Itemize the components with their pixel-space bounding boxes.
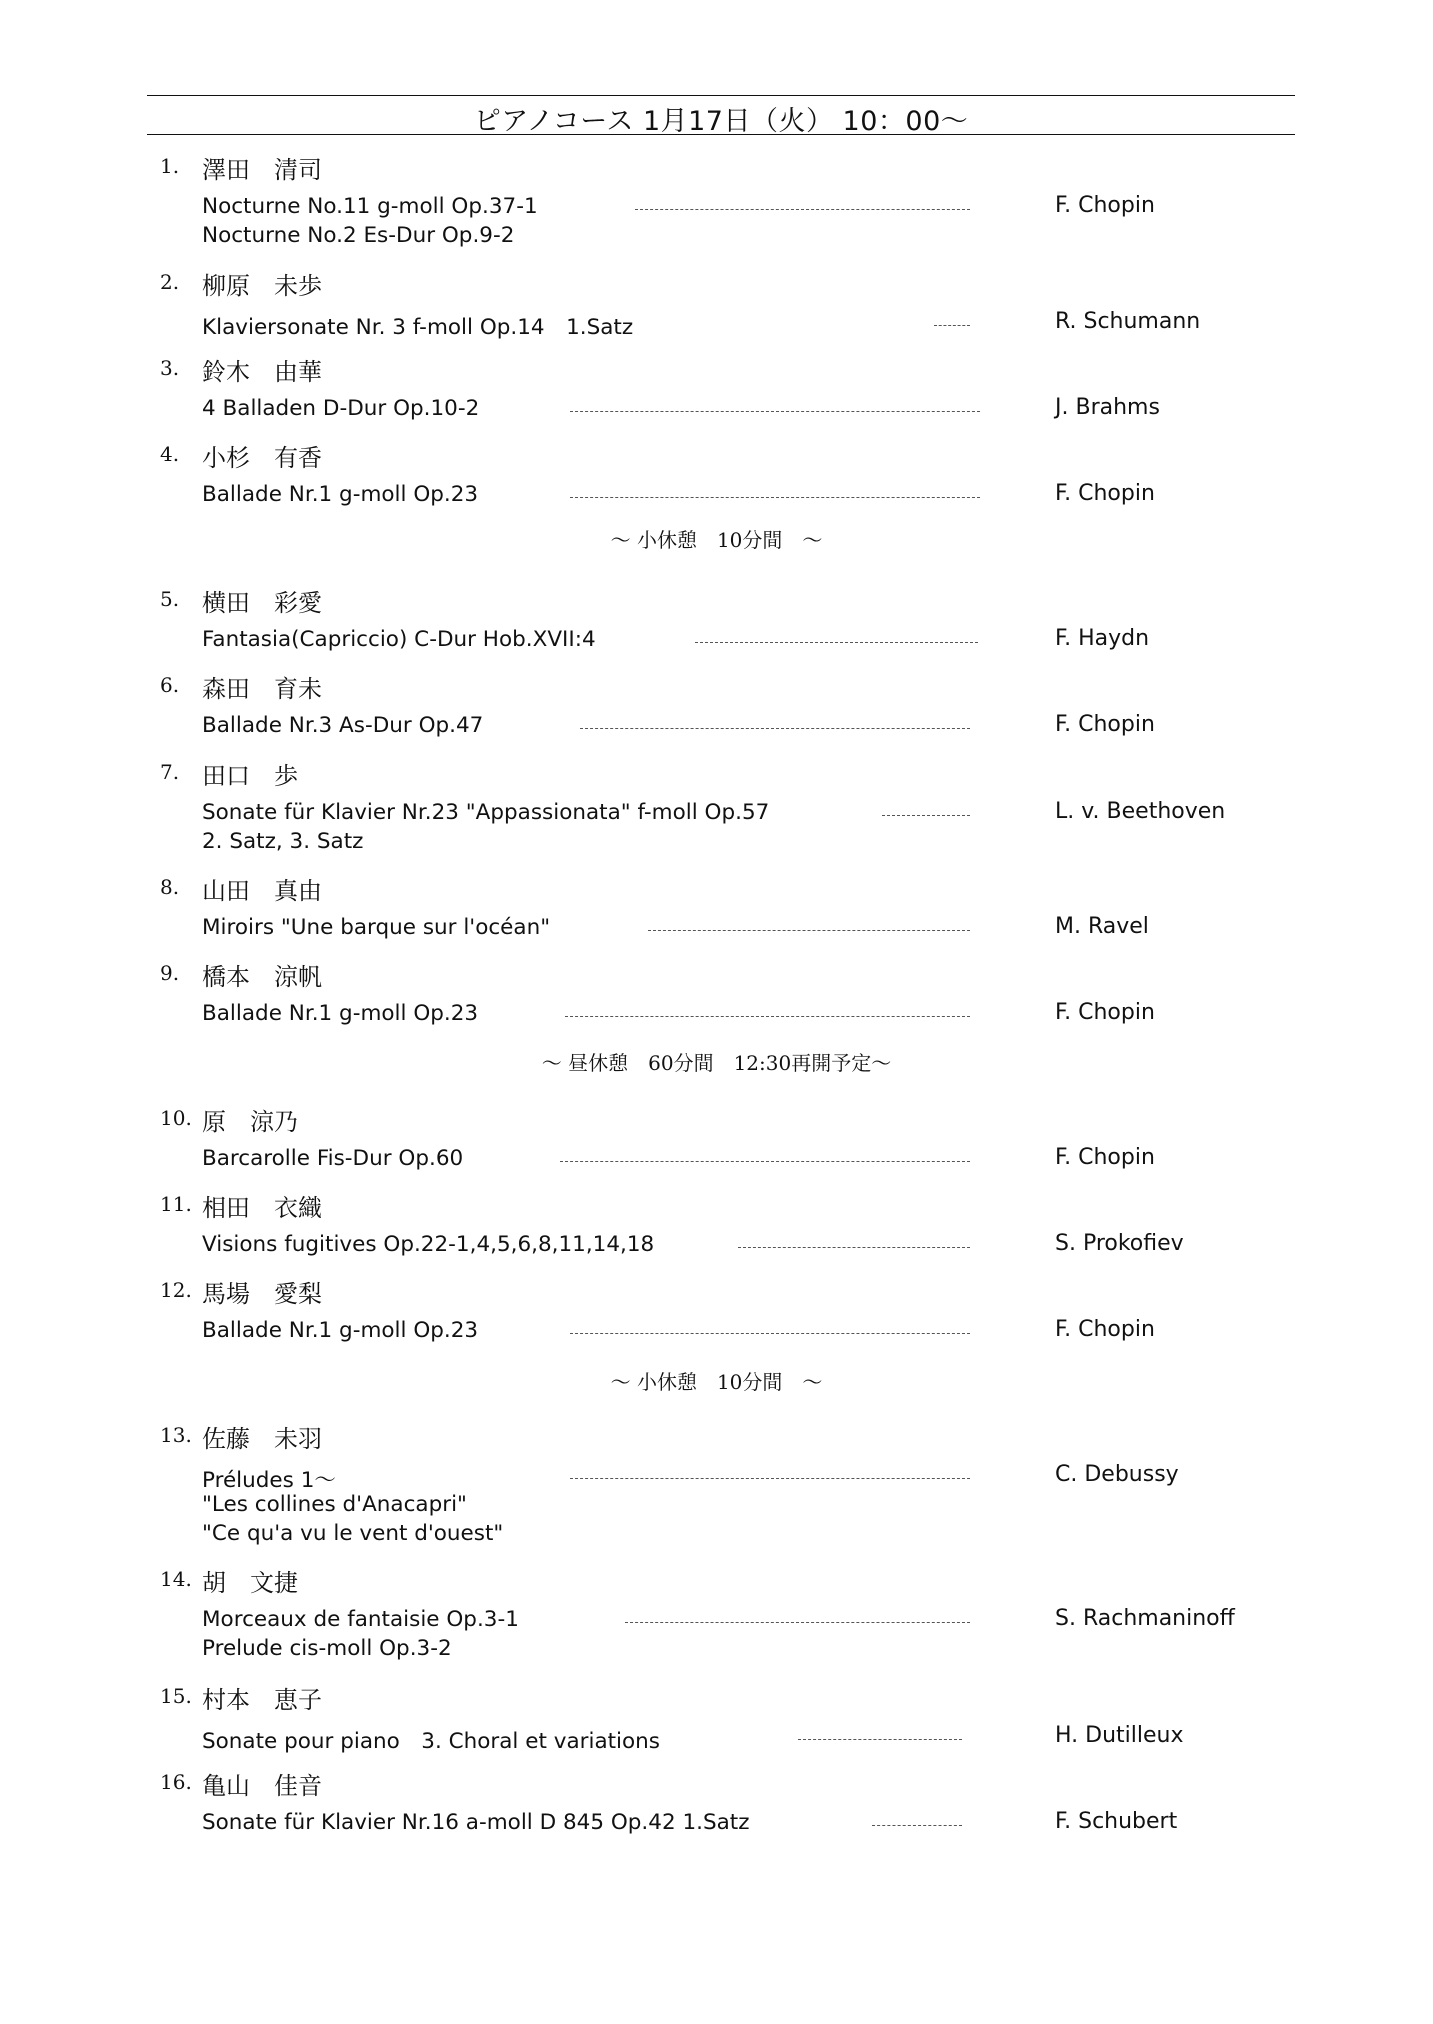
composer-name: R. Schumann <box>1055 309 1201 334</box>
dash-leader <box>695 642 978 643</box>
entry-number: 1. <box>160 154 180 178</box>
performer-name: 橋本 涼帆 <box>202 963 322 991</box>
entry-number: 11. <box>160 1192 192 1216</box>
performer-name: 森田 育未 <box>202 675 322 703</box>
composer-name: F. Chopin <box>1055 712 1155 737</box>
composer-name: J. Brahms <box>1055 395 1160 420</box>
entry-number: 2. <box>160 270 180 294</box>
piece-title: Fantasia(Capriccio) C-Dur Hob.XVII:4 <box>202 627 596 652</box>
piece-title: Klaviersonate Nr. 3 f-moll Op.14 1.Satz <box>202 315 634 340</box>
dash-leader <box>798 1739 962 1740</box>
dash-leader <box>934 325 970 326</box>
piece-title: Nocturne No.2 Es-Dur Op.9-2 <box>202 223 515 248</box>
piece-title: Barcarolle Fis-Dur Op.60 <box>202 1146 464 1171</box>
performer-name: 馬場 愛梨 <box>202 1280 322 1308</box>
dash-leader <box>565 1016 970 1017</box>
piece-title: 4 Balladen D-Dur Op.10-2 <box>202 396 480 421</box>
dash-leader <box>625 1622 970 1623</box>
entry-number: 6. <box>160 673 180 697</box>
performer-name: 佐藤 未羽 <box>202 1425 322 1453</box>
dash-leader <box>635 209 970 210</box>
dash-leader <box>570 411 980 412</box>
composer-name: S. Rachmaninoff <box>1055 1606 1235 1631</box>
performer-name: 田口 歩 <box>202 762 298 790</box>
entry-number: 15. <box>160 1684 192 1708</box>
dash-leader <box>648 930 970 931</box>
performer-name: 小杉 有香 <box>202 444 322 472</box>
dash-leader <box>570 497 980 498</box>
composer-name: M. Ravel <box>1055 914 1149 939</box>
piece-title: Morceaux de fantaisie Op.3-1 <box>202 1607 519 1632</box>
composer-name: F. Chopin <box>1055 193 1155 218</box>
performer-name: 柳原 未歩 <box>202 272 322 300</box>
dash-leader <box>570 1478 970 1479</box>
composer-name: F. Schubert <box>1055 1809 1178 1834</box>
entry-number: 8. <box>160 875 180 899</box>
dash-leader <box>738 1247 970 1248</box>
piece-title: Sonate für Klavier Nr.16 a-moll D 845 Op.42 1.Satz <box>202 1810 750 1835</box>
dash-leader <box>580 728 970 729</box>
piece-title: "Ce qu'a vu le vent d'ouest" <box>202 1521 504 1546</box>
performer-name: 山田 真由 <box>202 877 322 905</box>
piece-title: Ballade Nr.1 g-moll Op.23 <box>202 482 479 507</box>
piece-title: 2. Satz, 3. Satz <box>202 829 364 854</box>
piece-title: Préludes 1〜 <box>202 1468 336 1493</box>
dash-leader <box>872 1825 962 1826</box>
composer-name: F. Chopin <box>1055 1145 1155 1170</box>
entry-number: 9. <box>160 961 180 985</box>
performer-name: 相田 衣織 <box>202 1194 322 1222</box>
piece-title: Visions fugitives Op.22-1,4,5,6,8,11,14,18 <box>202 1232 655 1257</box>
composer-name: C. Debussy <box>1055 1462 1179 1487</box>
composer-name: L. v. Beethoven <box>1055 799 1226 824</box>
piece-title: Ballade Nr.1 g-moll Op.23 <box>202 1318 479 1343</box>
entry-number: 13. <box>160 1423 192 1447</box>
piece-title: Nocturne No.11 g-moll Op.37-1 <box>202 194 538 219</box>
entry-number: 12. <box>160 1278 192 1302</box>
piece-title: Sonate für Klavier Nr.23 "Appassionata" f-moll Op.57 <box>202 800 770 825</box>
composer-name: F. Chopin <box>1055 1000 1155 1025</box>
entry-number: 14. <box>160 1567 192 1591</box>
performer-name: 原 涼乃 <box>202 1108 298 1136</box>
performer-name: 村本 恵子 <box>202 1686 322 1714</box>
page-title: ピアノコース 1月17日（火） 10：00〜 <box>473 106 969 137</box>
performer-name: 澤田 清司 <box>202 156 322 184</box>
piece-title: Ballade Nr.3 As-Dur Op.47 <box>202 713 484 738</box>
composer-name: F. Chopin <box>1055 481 1155 506</box>
performer-name: 鈴木 由華 <box>202 358 322 386</box>
intermission-note: 〜 昼休憩 60分間 12:30再開予定〜 <box>541 1051 892 1075</box>
entry-number: 10. <box>160 1106 192 1130</box>
entry-number: 5. <box>160 587 180 611</box>
performer-name: 亀山 佳音 <box>202 1772 322 1800</box>
entry-number: 7. <box>160 760 180 784</box>
composer-name: F. Chopin <box>1055 1317 1155 1342</box>
entry-number: 3. <box>160 356 180 380</box>
dash-leader <box>570 1333 970 1334</box>
composer-name: S. Prokofiev <box>1055 1231 1184 1256</box>
dash-leader <box>882 815 970 816</box>
entry-number: 4. <box>160 442 180 466</box>
entry-number: 16. <box>160 1770 192 1794</box>
intermission-note: 〜 小休憩 10分間 〜 <box>610 528 823 552</box>
composer-name: H. Dutilleux <box>1055 1723 1184 1748</box>
piece-title: Prelude cis-moll Op.3-2 <box>202 1636 452 1661</box>
composer-name: F. Haydn <box>1055 626 1150 651</box>
performer-name: 横田 彩愛 <box>202 589 322 617</box>
intermission-note: 〜 小休憩 10分間 〜 <box>610 1370 823 1394</box>
piece-title: Sonate pour piano 3. Choral et variations <box>202 1729 660 1754</box>
piece-title: Miroirs "Une barque sur l'océan" <box>202 915 551 940</box>
dash-leader <box>560 1161 970 1162</box>
piece-title: "Les collines d'Anacapri" <box>202 1492 467 1517</box>
performer-name: 胡 文捷 <box>202 1569 298 1597</box>
piece-title: Ballade Nr.1 g-moll Op.23 <box>202 1001 479 1026</box>
